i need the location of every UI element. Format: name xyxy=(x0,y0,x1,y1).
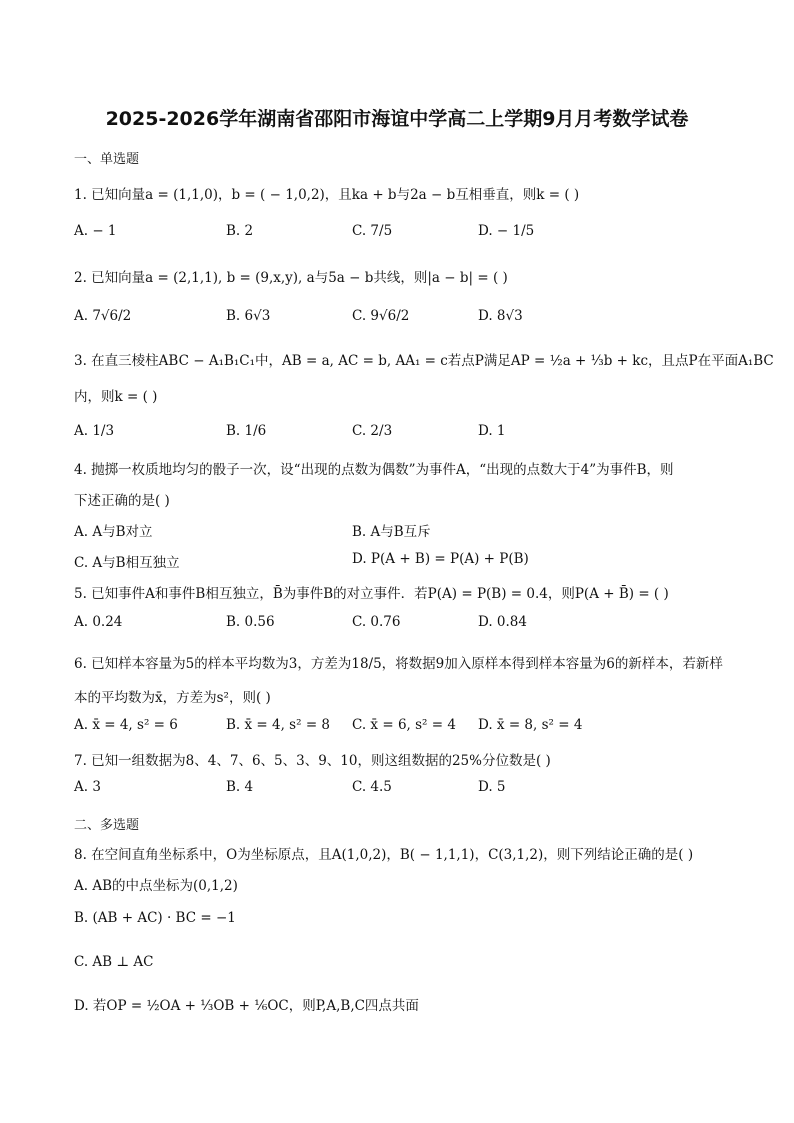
question-1-option-c: C. 7/5 xyxy=(352,223,393,239)
exam-title: 2025-2026学年湖南省邵阳市海谊中学高二上学期9月月考数学试卷 xyxy=(105,108,689,130)
question-7-option-b: B. 4 xyxy=(226,779,254,795)
question-6-option-a: A. x̄ = 4, s² = 6 xyxy=(74,717,178,733)
question-7-option-a: A. 3 xyxy=(74,779,101,795)
question-2-option-a: A. 7√6/2 xyxy=(74,308,132,324)
question-6-option-d: D. x̄ = 8, s² = 4 xyxy=(478,717,583,733)
question-5-stem: 5. 已知事件A和事件B相互独立，B̄为事件B的对立事件．若P(A) = P(B) = 0.4，则P(A + B̄) = ( ) xyxy=(74,586,669,602)
question-8-option-b: B. (AB + AC) · BC = −1 xyxy=(74,910,236,926)
question-4-option-b: B. A与B互斥 xyxy=(352,524,431,540)
question-1-option-b: B. 2 xyxy=(226,223,254,239)
question-3-option-c: C. 2/3 xyxy=(352,423,393,439)
question-7-option-d: D. 5 xyxy=(478,779,506,795)
section-single-choice: 一、单选题 xyxy=(74,152,140,167)
question-4-option-c: C. A与B相互独立 xyxy=(74,555,180,571)
question-6-stem-line1: 6. 已知样本容量为5的样本平均数为3，方差为18/5，将数据9加入原样本得到样本容量为6的新样本，若新样 xyxy=(74,656,723,672)
question-3-option-a: A. 1/3 xyxy=(74,423,115,439)
question-5-option-b: B. 0.56 xyxy=(226,614,275,630)
question-3-option-b: B. 1/6 xyxy=(226,423,267,439)
question-1-option-d: D. − 1/5 xyxy=(478,223,535,239)
question-6-stem-line2: 本的平均数为x̄，方差为s²，则( ) xyxy=(74,690,271,706)
question-5-option-a: A. 0.24 xyxy=(74,614,123,630)
question-3-stem-line2: 内，则k = ( ) xyxy=(74,389,158,405)
question-1-stem: 1. 已知向量a = (1,1,0)，b = ( − 1,0,2)，且ka + b与2a − b互相垂直，则k = ( ) xyxy=(74,187,580,203)
question-3-stem-line1: 3. 在直三棱柱ABC − A₁B₁C₁中，AB = a, AC = b, AA₁ = c若点P满足AP = ½a + ⅓b + kc，且点P在平面A₁BC xyxy=(74,353,774,369)
question-1-option-a: A. − 1 xyxy=(74,223,117,239)
question-8-option-d: D. 若OP = ½OA + ⅓OB + ⅙OC，则P,A,B,C四点共面 xyxy=(74,998,419,1014)
question-4-option-d: D. P(A + B) = P(A) + P(B) xyxy=(352,551,529,567)
question-2-option-d: D. 8√3 xyxy=(478,308,523,324)
question-4-option-a: A. A与B对立 xyxy=(74,524,153,540)
question-4-stem-line1: 4. 抛掷一枚质地均匀的骰子一次，设“出现的点数为偶数”为事件A，“出现的点数大于4”为事件B，则 xyxy=(74,462,674,478)
question-3-option-d: D. 1 xyxy=(478,423,506,439)
section-multiple-choice: 二、多选题 xyxy=(74,818,140,833)
question-5-option-d: D. 0.84 xyxy=(478,614,527,630)
question-2-stem: 2. 已知向量a = (2,1,1), b = (9,x,y), a与5a − b共线，则|a − b| = ( ) xyxy=(74,270,508,286)
question-2-option-c: C. 9√6/2 xyxy=(352,308,410,324)
question-6-option-c: C. x̄ = 6, s² = 4 xyxy=(352,717,456,733)
question-7-option-c: C. 4.5 xyxy=(352,779,392,795)
question-6-option-b: B. x̄ = 4, s² = 8 xyxy=(226,717,331,733)
question-7-stem: 7. 已知一组数据为8、4、7、6、5、3、9、10，则这组数据的25%分位数是( ) xyxy=(74,753,551,769)
question-4-stem-line2: 下述正确的是( ) xyxy=(74,493,170,509)
question-8-option-a: A. AB的中点坐标为(0,1,2) xyxy=(74,878,238,894)
question-2-option-b: B. 6√3 xyxy=(226,308,271,324)
question-8-option-c: C. AB ⊥ AC xyxy=(74,954,154,970)
question-5-option-c: C. 0.76 xyxy=(352,614,401,630)
question-8-stem: 8. 在空间直角坐标系中，O为坐标原点，且A(1,0,2)，B( − 1,1,1)，C(3,1,2)，则下列结论正确的是( ) xyxy=(74,847,694,863)
